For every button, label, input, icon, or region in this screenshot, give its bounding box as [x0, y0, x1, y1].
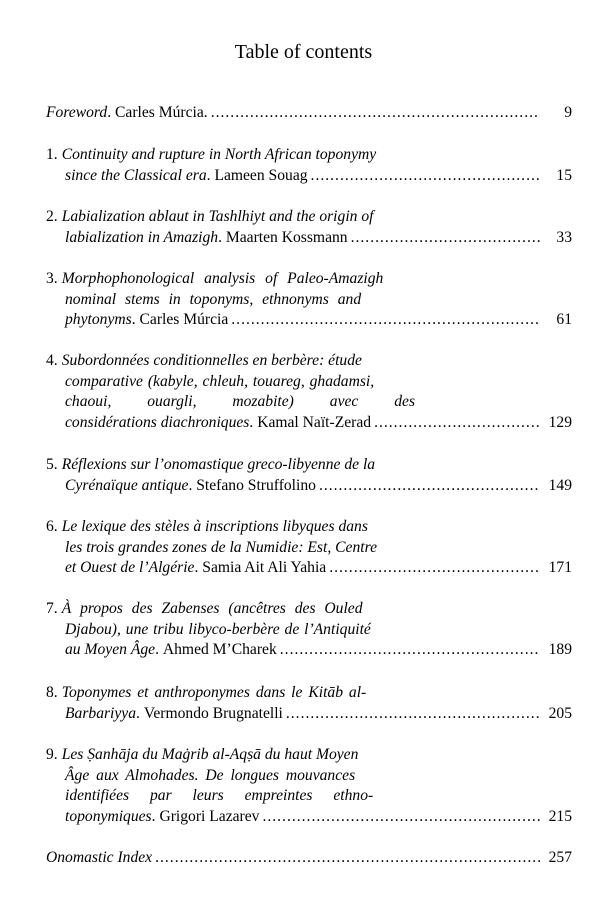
- toc-entry-3[interactable]: [46, 269, 572, 331]
- entry-title-line: Morphophonological analysis of Paleo-Amazigh: [61, 270, 384, 287]
- entry-number: 7.: [46, 600, 58, 617]
- entry-author: Carles Múrcia.: [115, 104, 208, 121]
- entry-title-line: phytonyms: [65, 311, 132, 328]
- toc-entry-foreword[interactable]: [46, 103, 572, 124]
- toc-line: [46, 290, 572, 311]
- toc-line: [46, 766, 572, 787]
- entry-title-suffix: .: [107, 104, 112, 121]
- entry-page-number: 215: [548, 807, 572, 825]
- entry-page-number: 61: [556, 311, 572, 328]
- dot-leader: [374, 413, 540, 434]
- entry-page-number: 205: [548, 704, 572, 722]
- entry-author: Ahmed M’Charek: [162, 641, 277, 658]
- entry-title-line: chaoui, ouargli, mozabite) avec des: [65, 393, 416, 410]
- toc-entry-2[interactable]: [46, 207, 572, 248]
- dot-leader: [262, 807, 540, 828]
- entry-title-suffix: .: [206, 166, 211, 184]
- dot-leader: [311, 166, 540, 187]
- dot-leader: [319, 476, 540, 497]
- entry-author: Stefano Struffolino: [196, 476, 316, 494]
- entry-page-number: 9: [564, 104, 572, 121]
- entry-number: 4.: [46, 352, 58, 369]
- entry-title-suffix: .: [155, 641, 159, 658]
- page-title: Table of contents: [234, 41, 373, 63]
- entry-title-line: identifiées par leurs empreintes ethno-: [65, 787, 374, 804]
- entry-title-line: À propos des Zabenses (ancêtres des Ouled: [61, 600, 363, 617]
- dot-leader: [280, 640, 540, 661]
- entry-author: Samia Ait Ali Yahia: [202, 559, 327, 576]
- entry-page-number: 149: [548, 476, 572, 494]
- entry-title-suffix: .: [249, 413, 254, 431]
- entry-title-line: et Ouest de l’Algérie: [65, 559, 195, 576]
- toc-line: [46, 228, 572, 249]
- entry-author: Grigori Lazarev: [159, 807, 260, 825]
- entry-page-number: 189: [548, 641, 572, 658]
- entry-title-line: Cyrénaïque antique: [65, 476, 189, 494]
- toc-line: [46, 807, 572, 828]
- toc-line: [46, 683, 572, 704]
- entry-page-number: 33: [556, 228, 572, 246]
- toc-entry-4[interactable]: [46, 351, 572, 433]
- entry-author: Carles Múrcia: [139, 311, 229, 328]
- toc-line: [46, 538, 572, 559]
- toc-entry-1[interactable]: [46, 145, 572, 186]
- toc-line: [46, 310, 572, 331]
- entry-page-number: 15: [556, 166, 572, 184]
- toc-entry-7[interactable]: [46, 599, 572, 661]
- entry-number: 5.: [46, 456, 58, 473]
- entry-title-line: Barbariyya: [65, 704, 137, 722]
- entry-author: Kamal Naït-Zerad: [257, 413, 372, 431]
- entry-page-number: 257: [548, 849, 572, 866]
- toc-line: [46, 392, 572, 413]
- entry-title-line: Continuity and rupture in North African toponymy: [61, 146, 377, 163]
- entry-number: 2.: [46, 208, 58, 225]
- toc-line: [46, 704, 572, 725]
- entry-page-number: 129: [548, 413, 572, 431]
- toc-line: [46, 351, 572, 372]
- entry-number: 1.: [46, 146, 58, 163]
- entry-author: Lameen Souag: [214, 166, 308, 184]
- dot-leader: [329, 558, 540, 579]
- entry-title: Onomastic Index: [46, 849, 153, 866]
- toc-entry-9[interactable]: [46, 745, 572, 827]
- toc-line: [46, 745, 572, 766]
- toc-entry-onomastic-index[interactable]: [46, 848, 572, 869]
- toc-line: [46, 145, 572, 166]
- toc-line: [46, 786, 572, 807]
- entry-title-line: since the Classical era: [65, 166, 207, 184]
- toc-line: [46, 620, 572, 641]
- entry-author: Maarten Kossmann: [225, 228, 348, 246]
- toc-line: [46, 640, 572, 661]
- entry-title-line: labialization in Amazigh: [65, 228, 219, 246]
- entry-title-suffix: .: [218, 228, 222, 246]
- entry-title-line: Les Ṣanhāja du Maġrib al-Aqṣā du haut Moyen: [61, 746, 359, 763]
- entry-title-line: Djabou), une tribu libyco-berbère de l’Antiquité: [65, 620, 371, 638]
- entry-title-line: comparative (kabyle, chleuh, touareg, ghadamsi,: [65, 372, 375, 390]
- dot-leader: [351, 228, 540, 249]
- entry-title-suffix: .: [151, 807, 156, 825]
- entry-title-line: au Moyen Âge: [65, 641, 156, 658]
- entry-title-line: Réflexions sur l’onomastique greco-libyenne de la: [61, 456, 376, 473]
- entry-author: Vermondo Brugnatelli: [143, 704, 283, 722]
- entry-title: Foreword: [46, 104, 108, 121]
- toc-line: [46, 413, 572, 434]
- toc-line: [46, 269, 572, 290]
- toc-line: [46, 455, 572, 476]
- entry-title-suffix: .: [136, 704, 140, 722]
- entry-title-suffix: .: [131, 311, 136, 328]
- toc-entry-5[interactable]: [46, 455, 572, 496]
- entry-number: 9.: [46, 746, 58, 763]
- toc-line: [46, 372, 572, 393]
- toc-line: [46, 476, 572, 497]
- toc-entry-8[interactable]: [46, 683, 572, 724]
- dot-leader: [231, 310, 540, 331]
- toc-entry-6[interactable]: [46, 517, 572, 579]
- entry-title-line: les trois grandes zones de la Numidie: Est, Centre: [65, 538, 377, 556]
- dot-leader: [155, 848, 540, 869]
- toc-line: [46, 848, 572, 869]
- dot-leader: [211, 103, 540, 124]
- entry-title-line: toponymiques: [65, 807, 152, 825]
- entry-title-line: considérations diachroniques: [65, 413, 250, 431]
- entry-title-line: nominal stems in toponyms, ethnonyms and: [65, 290, 362, 308]
- toc-line: [46, 166, 572, 187]
- entry-title-line: Subordonnées conditionnelles en berbère: étude: [61, 352, 362, 369]
- entry-title-suffix: .: [188, 476, 193, 494]
- toc-line: [46, 103, 572, 124]
- dot-leader: [286, 704, 540, 725]
- toc-line: [46, 558, 572, 579]
- entry-number: 8.: [46, 684, 58, 701]
- entry-page-number: 171: [548, 559, 572, 576]
- entry-number: 6.: [46, 518, 58, 535]
- entry-title-line: Labialization ablaut in Tashlhiyt and the origin of: [61, 208, 374, 225]
- entry-title-line: Le lexique des stèles à inscriptions libyques dans: [61, 518, 368, 535]
- toc-line: [46, 599, 572, 620]
- entry-number: 3.: [46, 270, 58, 287]
- toc-line: [46, 207, 572, 228]
- toc-line: [46, 517, 572, 538]
- entry-title-line: Toponymes et anthroponymes dans le Kitāb al-: [61, 684, 367, 701]
- entry-title-line: Âge aux Almohades. De longues mouvances: [65, 766, 356, 784]
- entry-title-suffix: .: [194, 559, 199, 576]
